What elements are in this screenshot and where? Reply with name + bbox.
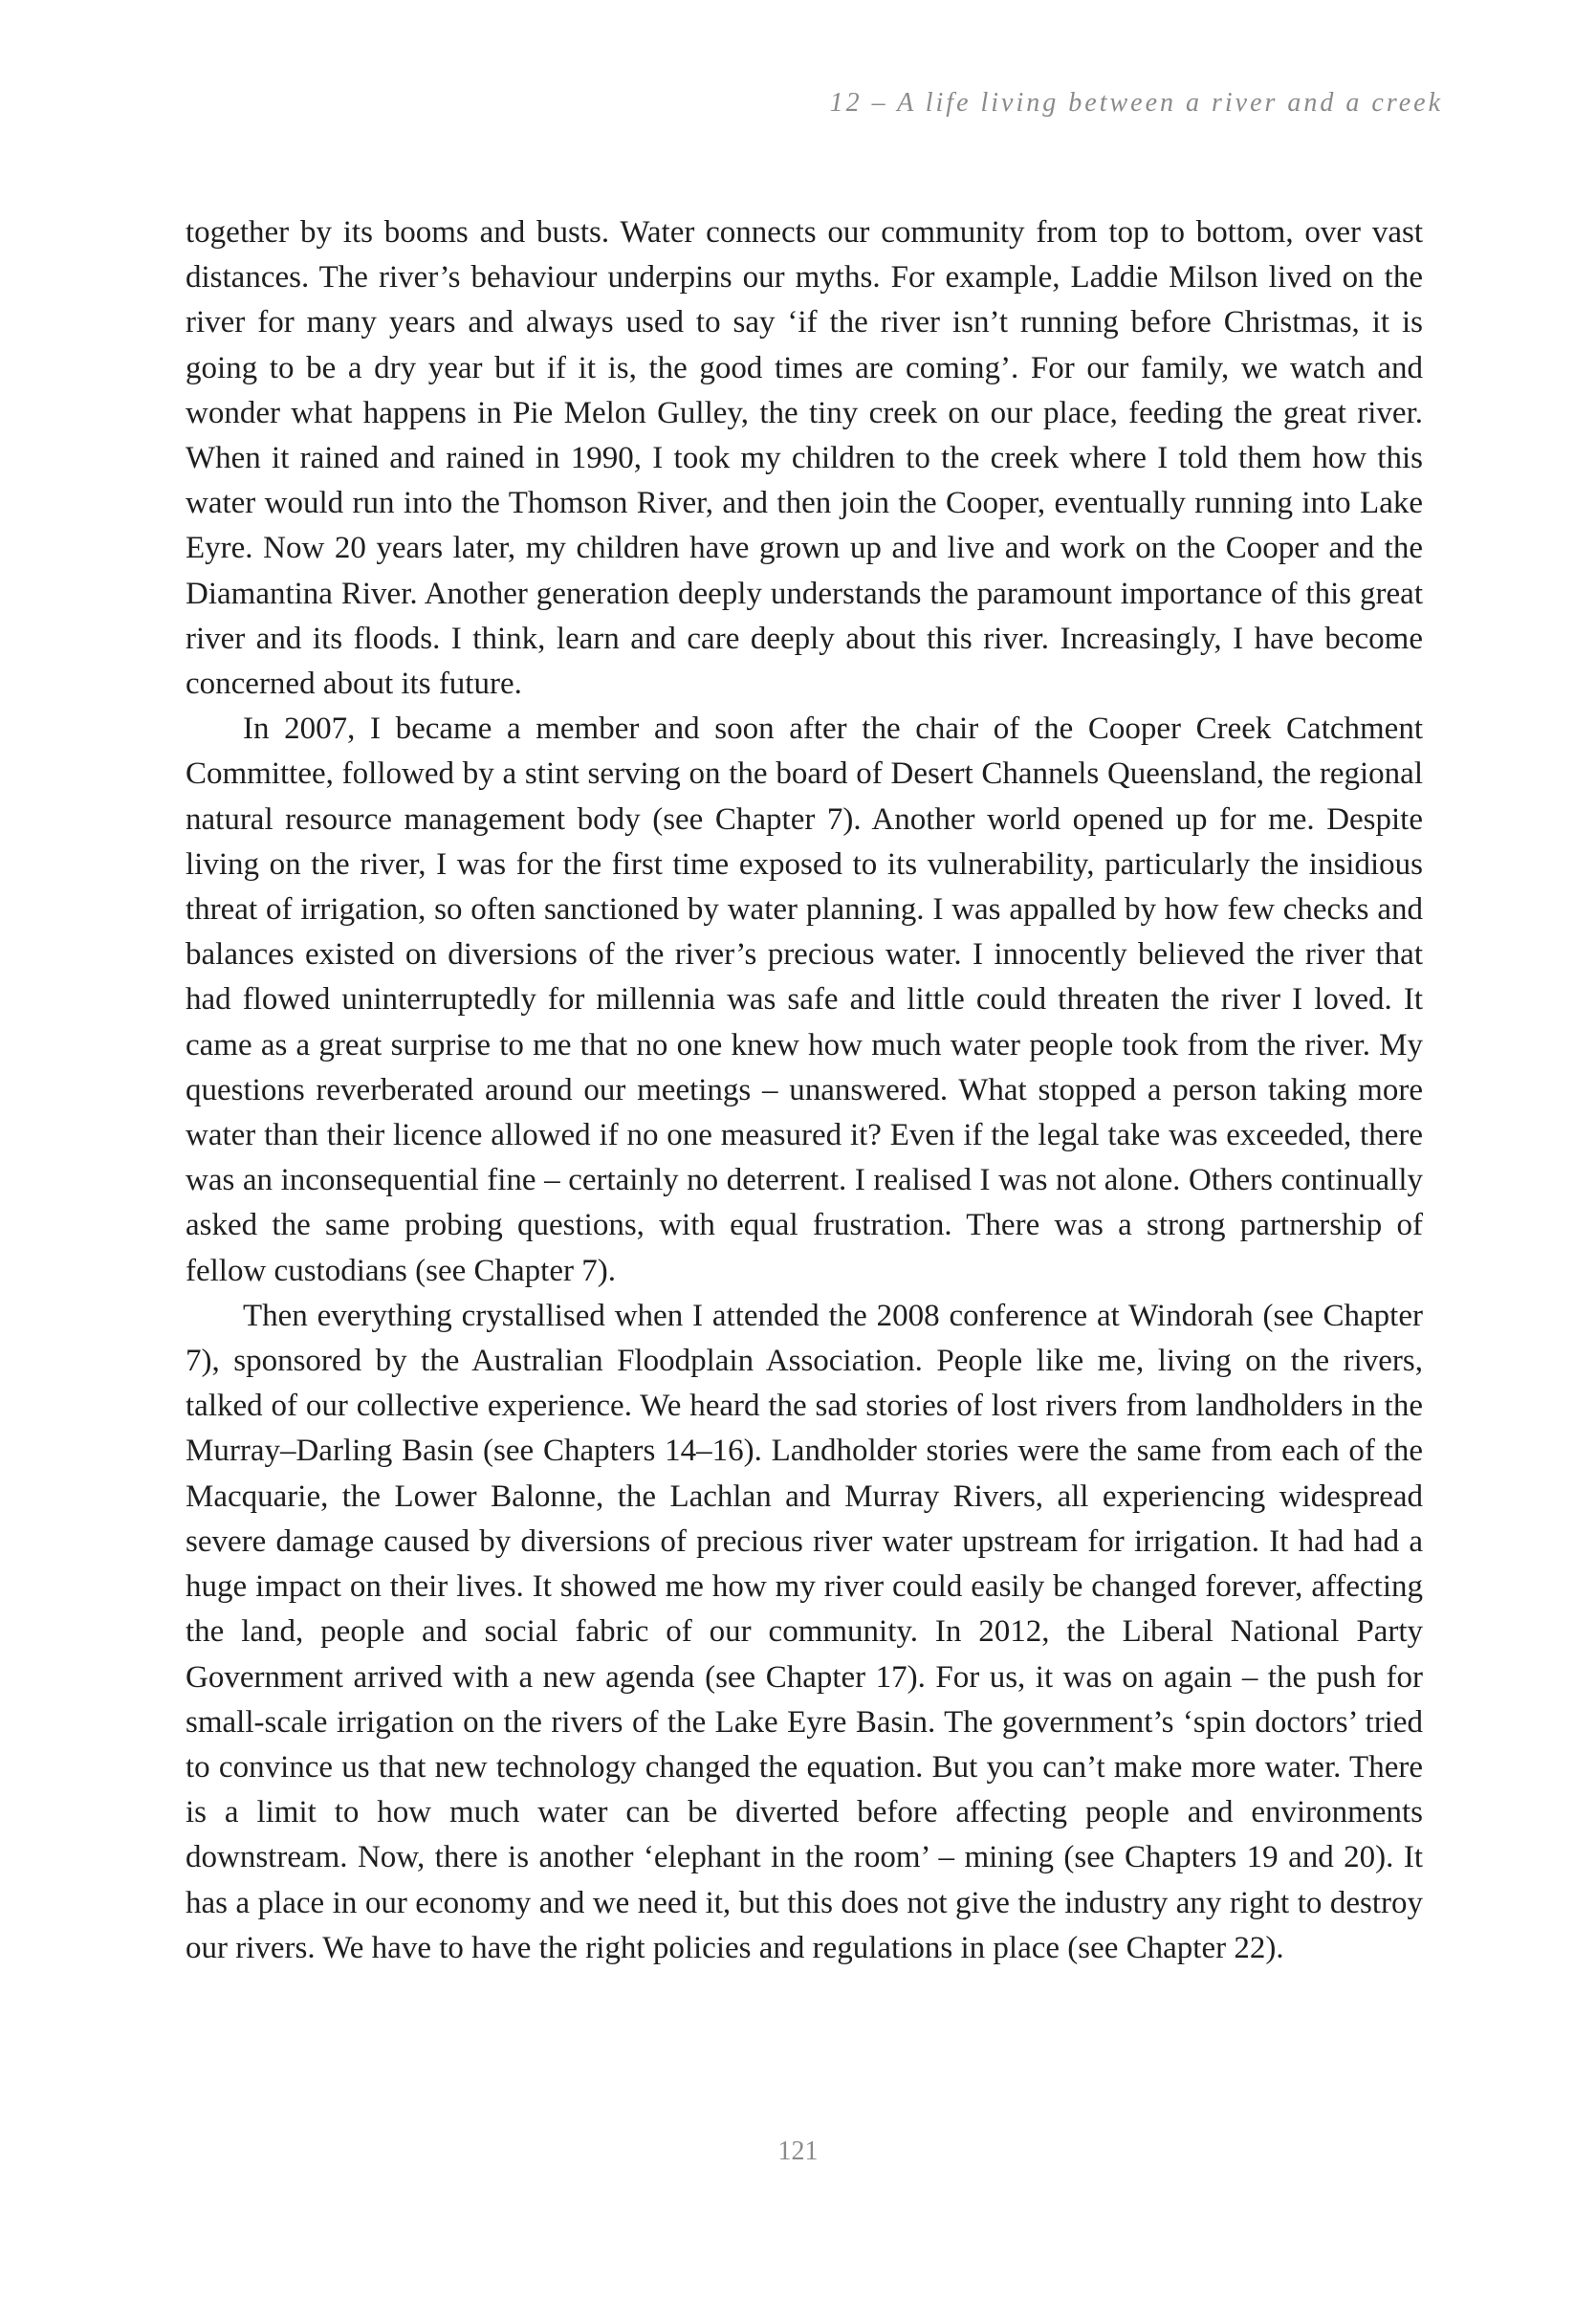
page-number: 121: [777, 2136, 819, 2166]
body-text: [186, 210, 1423, 1971]
paragraph-1: together by its booms and busts. Water connects our community from top to bottom, over vast distances. The river’s behaviour underpins our myths. For example, Laddie Milson lived on the river for many years and always used to say ‘if the river isn’t running before Christmas, it is going to be a dry year but if it is, the good times are coming’. For our family, we watch and wonder what happens in Pie Melon Gulley, the tiny creek on our place, feeding the great river. When it rained and rained in 1990, I took my children to the creek where I told them how this water would run into the Thomson River, and then join the Cooper, eventually running into Lake Eyre. Now 20 years later, my children have grown up and live and work on the Cooper and the Diamantina River. Another generation deeply understands the paramount importance of this great river and its floods. I think, learn and care deeply about this river. Increasingly, I have become concerned about its future.: [186, 215, 1423, 702]
paragraph-2: In 2007, I became a member and soon after the chair of the Cooper Creek Catchment Committee, followed by a stint serving on the board of Desert Channels Queensland, the regional natural resource management body (see Chapter 7). Another world opened up for me. Despite living on the river, I was for the first time exposed to its vulnerability, particularly the insidious threat of irrigation, so often sanctioned by water planning. I was appalled by how few checks and balances existed on diversions of the river’s precious water. I innocently believed the river that had flowed uninterruptedly for millennia was safe and little could threaten the river I loved. It came as a great surprise to me that no one knew how much water people took from the river. My questions reverberated around our meetings – unanswered. What stopped a person taking more water than their licence allowed if no one measured it? Even if the legal take was exceeded, there was an inconsequential fine – certainly no deterrent. I realised I was not alone. Others continually asked the same probing questions, with equal frustration. There was a strong partnership of fellow custodians (see Chapter 7).: [186, 712, 1423, 1288]
paragraph-3: Then everything crystallised when I attended the 2008 conference at Windorah (see Chapter 7), sponsored by the Australian Floodplain Association. People like me, living on the rivers, talked of our collective experience. We heard the sad stories of lost rivers from landholders in the Murray–Darling Basin (see Chapters 14–16). Landholder stories were the same from each of the Macquarie, the Lower Balonne, the Lachlan and Murray Rivers, all experiencing widespread severe damage caused by diversions of precious river water upstream for irrigation. It had had a huge impact on their lives. It showed me how my river could easily be changed forever, affecting the land, people and social fabric of our community. In 2012, the Liberal National Party Government arrived with a new agenda (see Chapter 17). For us, it was on again – the push for small-scale irrigation on the rivers of the Lake Eyre Basin. The government’s ‘spin doctors’ tried to convince us that new technology changed the equation. But you can’t make more water. There is a limit to how much water can be diverted before affecting people and environments downstream. Now, there is another ‘elephant in the room’ – mining (see Chapters 19 and 20). It has a place in our economy and we need it, but this does not give the industry any right to destroy our rivers. We have to have the right policies and regulations in place (see Chapter 22).: [186, 1298, 1423, 1965]
running-head: 12 – A life living between a river and a creek: [829, 88, 1443, 118]
